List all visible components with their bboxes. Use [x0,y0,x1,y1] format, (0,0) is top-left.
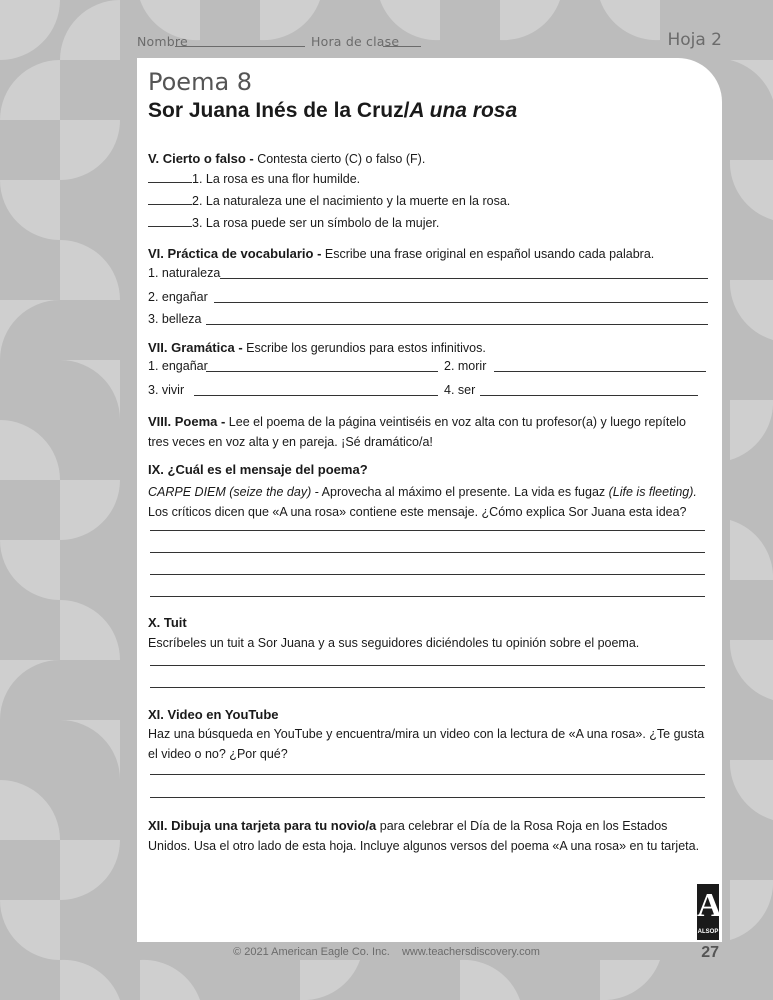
item-text: 1. naturaleza [148,266,221,280]
worksheet [137,58,722,942]
answer-line[interactable] [150,552,705,553]
alsop-logo [697,884,722,940]
nombre-field[interactable] [175,46,305,47]
answer-line[interactable] [150,774,705,775]
section-question: Los críticos dicen que «A una rosa» contiene este mensaje. ¿Cómo explica Sor Juana esta idea? [148,505,687,519]
section-text: Escríbeles un tuit a Sor Juana y a sus seguidores diciéndoles tu opinión sobre el poema. [148,636,640,650]
list-item [148,168,708,188]
author-name: Sor Juana Inés de la Cruz/ [148,99,410,122]
page-number: 27 [701,944,719,961]
answer-line[interactable] [194,395,438,396]
item-text: 4. ser [444,383,476,397]
answer-line[interactable] [150,530,705,531]
section-heading: X. Tuit [148,615,187,630]
list-item [148,190,708,212]
item-text: 3. belleza [148,312,202,326]
footer-copyright: © 2021 American Eagle Co. Inc. www.teachersdiscovery.com [233,946,540,958]
carpe-diem: CARPE DIEM (seize the day) [148,485,312,499]
answer-line[interactable] [494,371,706,372]
answer-line[interactable] [150,687,705,688]
header-bar [137,30,722,54]
answer-line[interactable] [220,278,708,279]
list-item [148,264,708,284]
section-heading: VIII. Poema - [148,414,226,429]
section-tuit [148,613,708,653]
logo-text: ALSOP [697,929,719,935]
logo-letter: A [697,887,722,924]
answer-line[interactable] [150,797,705,798]
answer-line[interactable] [206,324,708,325]
answer-line[interactable] [150,665,705,666]
answer-blank[interactable] [148,190,192,205]
hora-label: Hora de clase [311,34,400,49]
page-title [148,98,708,124]
answer-line[interactable] [214,302,708,303]
section-cierto-falso [148,150,708,234]
section-poema [148,412,708,452]
answer-blank[interactable] [148,212,192,227]
answer-line[interactable] [480,395,698,396]
section-text: Lee el poema de la página veintiséis en voz alta con tu profesor(a) y luego repítelo tres veces en voz alta y en pareja. ¡Sé dramático/a! [148,415,687,449]
list-item [148,212,708,234]
life-fleeting: (Life is fleeting). [608,485,697,499]
item-text: 3. La rosa puede ser un símbolo de la mujer. [192,216,440,230]
section-instructions: Contesta cierto (C) o falso (F). [253,152,426,166]
section-text: Haz una búsqueda en YouTube y encuentra/mira un video con la lectura de «A una rosa». ¿Te gusta el video o no? ¿Por qué? [148,727,705,761]
section-instructions: Escribe una frase original en español usando cada palabra. [321,247,655,261]
hora-field[interactable] [383,46,421,47]
item-text: 1. engañar [148,359,208,373]
section-vocabulario [148,244,708,330]
item-text: 3. vivir [148,383,185,397]
section-youtube [148,706,708,764]
section-instructions: Escribe los gerundios para estos infinitivos. [242,341,486,355]
item-text: 2. morir [444,359,487,373]
answer-line[interactable] [150,596,705,597]
section-mensaje [148,460,708,522]
section-heading: IX. ¿Cuál es el mensaje del poema? [148,462,368,477]
item-text: 2. engañar [148,290,208,304]
section-gramatica [148,339,708,401]
nombre-label: Nombre [137,34,188,49]
section-heading: XI. Video en YouTube [148,707,279,722]
section-text: para celebrar el Día de la Rosa Roja en los Estados Unidos. Usa el otro lado de esta hoja. Incluye algunos versos del poema «A una rosa» en tu tarjeta. [148,819,700,853]
section-text: - Aprovecha al máximo el presente. La vida es fugaz [311,485,609,499]
list-item [148,308,708,330]
section-heading: XII. Dibuja una tarjeta para tu novio/a [148,818,377,833]
item-text: 1. La rosa es una flor humilde. [192,172,361,186]
list-item [148,357,708,377]
section-heading: VI. Práctica de vocabulario - [148,246,322,261]
list-item [148,286,708,308]
item-text: 2. La naturaleza une el nacimiento y la muerte en la rosa. [192,194,511,208]
section-tarjeta [148,816,708,856]
poem-number: Poema 8 [148,68,253,96]
answer-line[interactable] [206,371,438,372]
answer-blank[interactable] [148,168,192,183]
section-heading: VII. Gramática - [148,340,243,355]
sheet-label: Hoja 2 [667,30,722,50]
section-heading: V. Cierto o falso - [148,151,254,166]
list-item [148,379,708,401]
answer-line[interactable] [150,574,705,575]
work-title: A una rosa [409,99,518,122]
